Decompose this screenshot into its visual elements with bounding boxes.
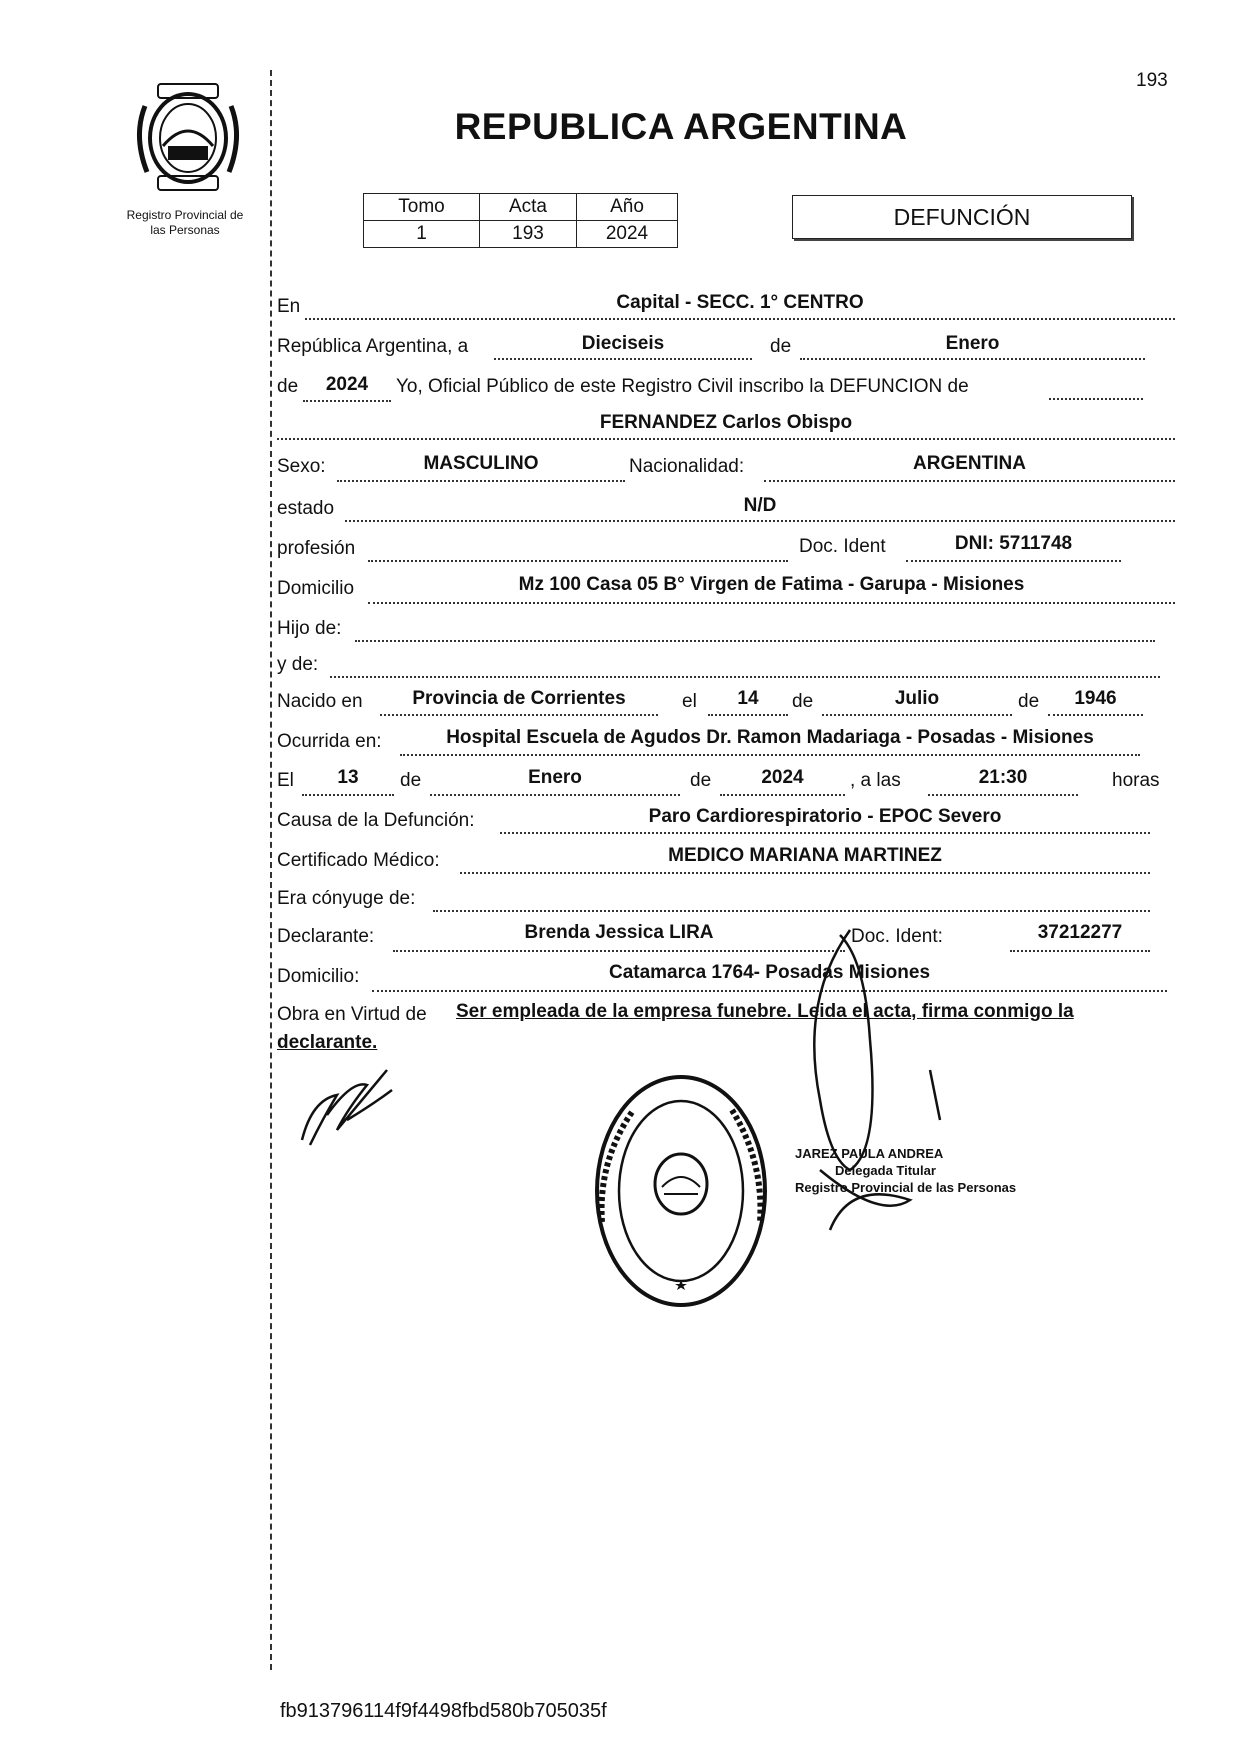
official-office: Registro Provincial de las Personas <box>795 1180 1017 1195</box>
logo-caption-line2: las Personas <box>150 223 220 237</box>
sexo-line <box>337 480 625 482</box>
birth-year: 1946 <box>1074 688 1117 709</box>
doc-ident-line <box>906 560 1121 562</box>
logo-caption <box>95 208 275 238</box>
day-value: Dieciseis <box>581 333 665 354</box>
declarante-label: Declarante: <box>277 926 375 947</box>
estado-label: estado <box>277 498 335 519</box>
header-acta: Acta <box>480 194 577 221</box>
obra-value-line2: declarante. <box>277 1032 378 1053</box>
doc-ident-value: DNI: 5711748 <box>954 533 1073 554</box>
inscribo-line <box>1049 398 1143 400</box>
doc-ident-label: Doc. Ident <box>799 536 886 557</box>
page-number: 193 <box>1136 70 1168 91</box>
death-year: 2024 <box>761 767 804 788</box>
conyuge-line <box>433 910 1150 912</box>
death-year-line <box>720 794 845 796</box>
hijo-line <box>355 640 1155 642</box>
profesion-label: profesión <box>277 538 356 559</box>
de-birth-month-label: de <box>792 691 814 712</box>
record-type-box: DEFUNCIÓN <box>792 195 1132 239</box>
doc-ident2-line <box>1010 950 1150 952</box>
y-de-line <box>330 676 1160 678</box>
nacionalidad-label: Nacionalidad: <box>629 456 745 477</box>
year-line <box>303 400 391 402</box>
header-anio: Año <box>577 194 678 221</box>
de-year-label: de <box>277 376 299 397</box>
conyuge-label: Era cónyuge de: <box>277 888 416 909</box>
domicilio2-label: Domicilio: <box>277 966 360 987</box>
sexo-label: Sexo: <box>277 456 326 477</box>
estado-line <box>345 520 1175 522</box>
death-day-line <box>302 794 394 796</box>
value-acta: 193 <box>480 221 577 248</box>
value-anio: 2024 <box>577 221 678 248</box>
en-value: Capital - SECC. 1° CENTRO <box>616 292 864 313</box>
el-label: el <box>682 691 697 712</box>
death-month-line <box>430 794 680 796</box>
causa-value: Paro Cardiorespiratorio - EPOC Severo <box>648 806 1002 827</box>
ocurrida-value: Hospital Escuela de Agudos Dr. Ramon Madariaga - Posadas - Misiones <box>446 727 1094 748</box>
doc-ident2-label: Doc. Ident: <box>851 926 943 947</box>
declarante-value: Brenda Jessica LIRA <box>524 922 714 943</box>
declarant-signature <box>292 1060 402 1150</box>
en-line <box>305 318 1175 320</box>
nacido-place-line <box>380 714 658 716</box>
death-time: 21:30 <box>978 767 1028 788</box>
birth-day-line <box>708 714 788 716</box>
certificado-label: Certificado Médico: <box>277 850 440 871</box>
domicilio-label: Domicilio <box>277 578 355 599</box>
header-tomo: Tomo <box>364 194 480 221</box>
causa-line <box>500 832 1150 834</box>
official-name-block <box>795 1145 1016 1196</box>
birth-day: 14 <box>737 688 759 709</box>
declarante-line <box>393 950 845 952</box>
y-de-label: y de: <box>277 654 319 675</box>
de-birth-year-label: de <box>1018 691 1040 712</box>
certificado-line <box>460 872 1150 874</box>
nacido-label: Nacido en <box>277 691 363 712</box>
birth-month: Julio <box>894 688 940 709</box>
estado-value: N/D <box>743 495 777 516</box>
document-hash: fb913796114f9f4498fbd580b705035f <box>280 1700 607 1722</box>
de-death-year-label: de <box>690 770 712 791</box>
causa-label: Causa de la Defunción: <box>277 810 475 831</box>
birth-month-line <box>822 714 1012 716</box>
official-seal <box>592 1072 770 1310</box>
en-label: En <box>277 296 301 317</box>
margin-line <box>270 70 272 1670</box>
republica-label: República Argentina, a <box>277 336 469 357</box>
de-death-month-label: de <box>400 770 422 791</box>
record-table-value-row <box>364 221 678 248</box>
birth-year-line <box>1048 714 1143 716</box>
doc-ident2-value: 37212277 <box>1037 922 1123 943</box>
month-value: Enero <box>945 333 1000 354</box>
page-title: REPUBLICA ARGENTINA <box>454 106 908 147</box>
domicilio-value: Mz 100 Casa 05 B° Virgen de Fatima - Garupa - Misiones <box>518 574 1025 595</box>
nacido-place: Provincia de Corrientes <box>412 688 626 709</box>
record-table <box>363 193 678 248</box>
record-table-header-row <box>364 194 678 221</box>
profesion-line <box>368 560 788 562</box>
name-line <box>277 438 1175 440</box>
day-line <box>494 358 752 360</box>
nacionalidad-value: ARGENTINA <box>913 453 1026 474</box>
a-las-label: , a las <box>850 770 901 791</box>
value-tomo: 1 <box>364 221 480 248</box>
horas-label: horas <box>1112 770 1160 791</box>
domicilio-line <box>368 602 1175 604</box>
year-value: 2024 <box>325 374 369 395</box>
inscribo-text: Yo, Oficial Público de este Registro Civil inscribo la DEFUNCION de <box>396 376 969 397</box>
month-line <box>800 358 1145 360</box>
hijo-label: Hijo de: <box>277 618 342 639</box>
domicilio2-value: Catamarca 1764- Posadas Misiones <box>608 962 931 983</box>
official-title: Delegada Titular <box>835 1163 936 1178</box>
el-cap-label: El <box>277 770 294 791</box>
official-signature <box>790 920 1020 1250</box>
de-label: de <box>770 336 792 357</box>
domicilio2-line <box>372 990 1167 992</box>
ocurrida-line <box>400 754 1140 756</box>
sexo-value: MASCULINO <box>423 453 539 474</box>
obra-value: Ser empleada de la empresa funebre. Leida el acta, firma conmigo la <box>456 1001 1074 1022</box>
certificado-value: MEDICO MARIANA MARTINEZ <box>668 845 942 866</box>
obra-label: Obra en Virtud de <box>277 1004 427 1025</box>
logo-caption-line1: Registro Provincial de <box>126 208 244 222</box>
death-day: 13 <box>337 767 359 788</box>
deceased-name: FERNANDEZ Carlos Obispo <box>599 412 853 433</box>
official-name: JAREZ PAULA ANDREA <box>795 1146 944 1161</box>
nacionalidad-line <box>764 480 1175 482</box>
death-time-line <box>928 794 1078 796</box>
ocurrida-label: Ocurrida en: <box>277 731 382 752</box>
death-month: Enero <box>528 767 582 788</box>
